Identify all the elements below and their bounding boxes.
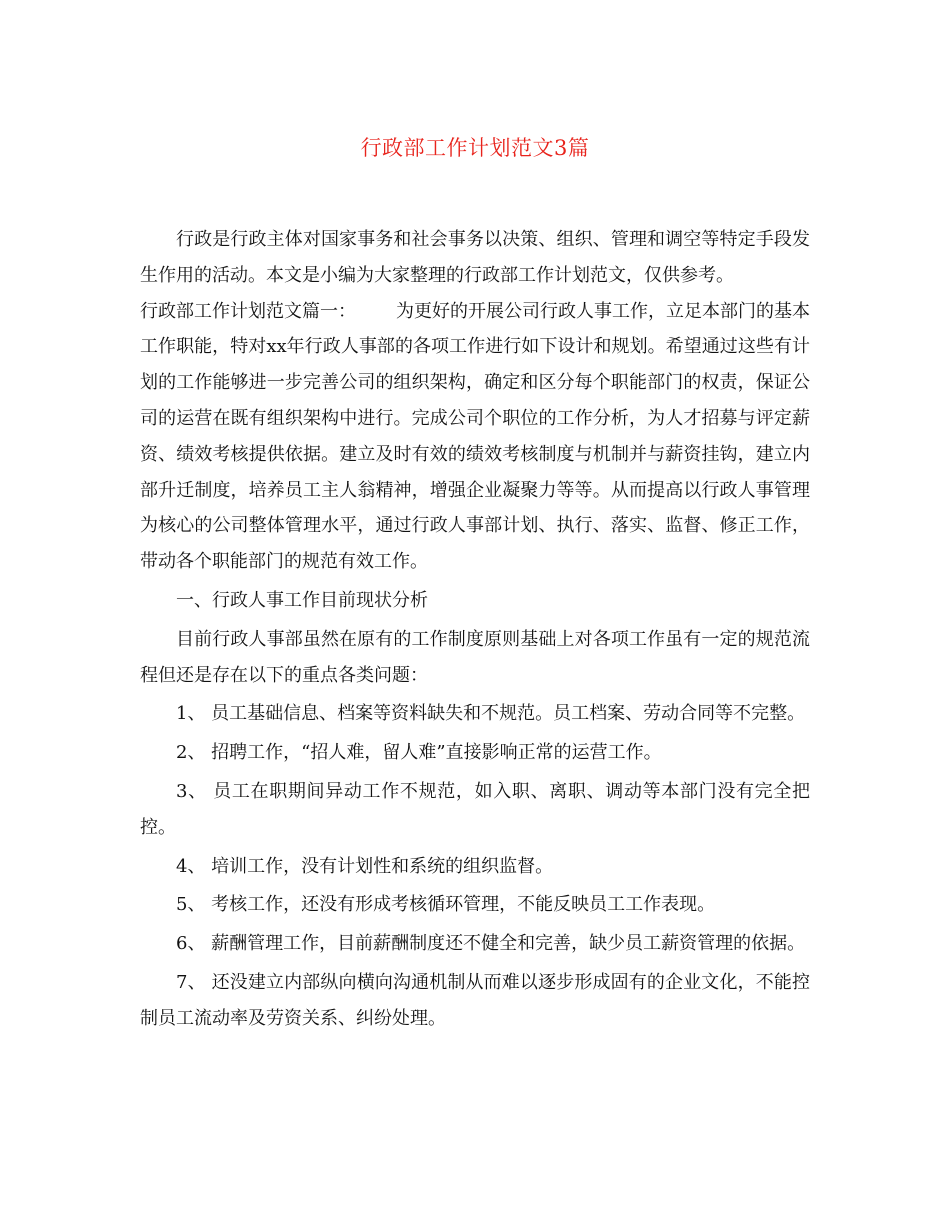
article-label: 行政部工作计划范文篇一：: [140, 300, 356, 322]
article-lead-paragraph: [140, 294, 810, 580]
section-heading: 一、行政人事工作目前现状分析: [176, 589, 428, 611]
document-body: [140, 222, 810, 1037]
list-item: 4、 培训工作，没有计划性和系统的组织监督。: [176, 855, 554, 877]
section-intro: 目前行政人事部虽然在原有的工作制度原则基础上对各项工作虽有一定的规范流程但还是存在以下的重点各类问题：: [140, 628, 810, 686]
list-item: 3、 员工在职期间异动工作不规范，如入职、离职、调动等本部门没有完全把控。: [140, 780, 810, 838]
list-item: 1、 员工基础信息、档案等资料缺失和不规范。员工档案、劳动合同等不完整。: [176, 703, 806, 725]
article-lead-text: 为更好的开展公司行政人事工作，立足本部门的基本工作职能，特对xx年行政人事部的各项工作进行如下设计和规划。希望通过这些有计划的工作能够进一步完善公司的组织架构，确定和区分每个职能部门的权责，保证公司的运营在既有组织架构中进行。完成公司个职位的工作分析，为人才招募与评定薪资、绩效考核提供依据。建立及时有效的绩效考核制度与机制并与薪资挂钩，建立内部升迁制度，培养员工主人翁精神，增强企业凝聚力等等。从而提高以行政人事管理为核心的公司整体管理水平，通过行政人事部计划、执行、落实、监督、修正工作，带动各个职能部门的规范有效工作。: [140, 300, 810, 573]
list-item: 5、 考核工作，还没有形成考核循环管理，不能反映员工工作表现。: [176, 894, 716, 916]
intro-paragraph: 行政是行政主体对国家事务和社会事务以决策、组织、管理和调空等特定手段发生作用的活动。本文是小编为大家整理的行政部工作计划范文，仅供参考。: [140, 229, 810, 286]
document-title: 行政部工作计划范文3篇: [360, 136, 590, 160]
list-item: 2、 招聘工作，“招人难，留人难”直接影响正常的运营工作。: [176, 742, 662, 764]
list-item: 6、 薪酬管理工作，目前薪酬制度还不健全和完善，缺少员工薪资管理的依据。: [176, 933, 806, 955]
list-item: 7、 还没建立内部纵向横向沟通机制从而难以逐步形成固有的企业文化，不能控制员工流动率及劳资关系、纠纷处理。: [140, 971, 810, 1029]
